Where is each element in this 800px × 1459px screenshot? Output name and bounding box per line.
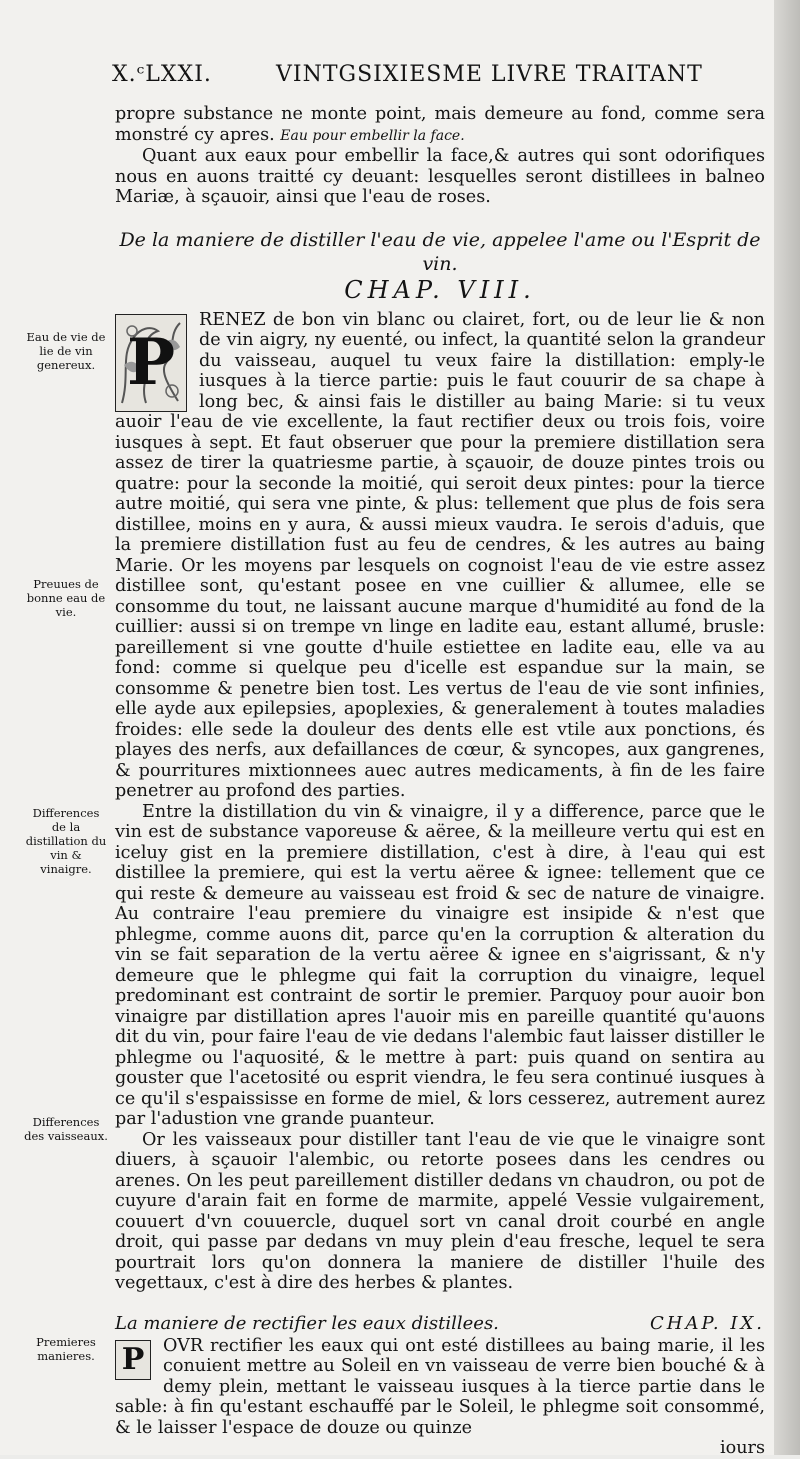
margin-note-eau-de-vie: Eau de vie de lie de vin genereux. [26, 330, 106, 372]
ornamental-initial-small: P [115, 1340, 151, 1380]
text-body [115, 104, 765, 1459]
chapter-9-heading [115, 1312, 765, 1336]
page-gutter [774, 0, 800, 1455]
margin-note-differences-distillation: Differences de la distillation du vin & vinaigre. [25, 806, 107, 876]
chapter-8-paragraph-2: Entre la distillation du vin & vinaigre, il y a difference, parce que le vin est de substance vaporeuse & aëree, & la meilleure vertu qui est en iceluy gist en la premiere distillation, c'est à dire, à l'eau qui est distillee la premiere, qui est la vertu aëree & ignee: tellement que ce qui reste & demeure au vaisseau est froid & sec de nature de vinaigre. Au contraire l'eau premiere du vinaigre est insipide & n'est que phlegme, comme auons dit, parce qu'en la corruption & alteration du vin se fait separation de la vertu aëree & ignee en s'aigrissant, & n'y demeure que le phlegme qui fait la corruption du vinaigre, lequel predominant est contraint de sortir le premier. Parquoy pour auoir bon vinaigre par distillation apres l'auoir mis en pareille quantité qu'auons dit du vin, pour faire l'eau de vie dedans l'alembic faut laisser distiller le phlegme ou l'aquosité, & le mettre à part: puis quand on sentira au gouster que l'acetosité ou esprit viendra, le feu sera continué iusques à ce qu'il s'espaississe en forme de miel, & lors cesserez, autrement aurez par l'adustion vne grande puanteur. [115, 801, 765, 1129]
chapter-8-paragraph-1: P RENEZ de bon vin blanc ou clairet, fort, ou de leur lie & non de vin aigry, ny euenté, ou infect, la quantité selon la grandeur du vaisseau, auquel tu veux faire la distillation: emply-le iusques à la tierce partie: puis le faut couurir de sa chape à long bec, & ainsi fais le distiller au baing Marie: si tu veux auoir l'eau de vie excellente, la faut rectifier deux ou trois fois, voire iusques à sept. Et faut obseruer que pour la premiere distillation sera assez de tirer la quatriesme partie, à sçauoir, de douze pintes trois ou quatre: pour la seconde la moitié, qui seroit deux pintes: pour la tierce autre moitié, qui sera vne pinte, & plus: tellement que plus de fois sera distillee, moins en y aura, & aussi mieux vaudra. Ie serois d'aduis, que la premiere distillation fust au feu de cendres, & les autres au baing Marie. Or les moyens par lesquels on cognoist l'eau de vie estre assez distillee sont, qu'estant posee en vne cuillier & allumee, elle se consomme du tout, ne laissant aucune marque d'humidité au fond de la cuillier: aussi si on trempe vn linge en ladite eau, estant allumé, brusle: pareillement si vne goutte d'huile estiettee en ladite eau, elle va au fond: comme si quelque peu d'icelle est espandue sur la main, se consomme & penetre bien tost. Les vertus de l'eau de vie sont infinies, elle ayde aux epilepsies, apoplexies, & generalement à toutes maladies froides: elle sede la douleur des dents elle est vtile aux ponctions, és playes des nerfs, aux defaillances de cœur, & syncopes, aux gangrenes, & pourritures mixtionnees auec autres medicaments, à fin de les faire penetrer au profond des parties. [115, 309, 765, 801]
margin-note-preuues: Preuues de bonne eau de vie. [26, 577, 106, 619]
margin-note-premieres: Premieres manieres. [36, 1335, 96, 1363]
chapter-9-number: CHAP. IX. [649, 1312, 765, 1334]
paragraph-embellir: Quant aux eaux pour embellir la face,& autres qui sont odorifiques nous en auons traitté cy deuant: lesquelles seront distillees in balneo Mariæ, à sçauoir, ainsi que l'eau de roses. [115, 146, 765, 207]
continuation-text: propre substance ne monte point, mais demeure au fond, comme sera monstré cy apres. Eau pour embellir la face. [115, 104, 765, 145]
inline-note: Eau pour embellir la face. [280, 127, 465, 144]
running-title: VINTGSIXIESME LIVRE TRAITANT [276, 62, 703, 87]
chapter-9-title: La maniere de rectifier les eaux distillees. [115, 1312, 499, 1334]
margin-note-differences-vaisseaux: Differences des vaisseaux. [24, 1115, 108, 1143]
chapter-8-title: De la maniere de distiller l'eau de vie, appelee l'ame ou l'Esprit de vin. [119, 228, 761, 275]
chapter-8-number: CHAP. VIII. [344, 275, 536, 304]
chapter-9-paragraph: P OVR rectifier les eaux qui ont esté distillees au baing marie, il les conuient mettre au Soleil en vn vaisseau de verre bien bouché & à demy plein, mettant le vaisseau iusques à la tierce partie dans le sable: à fin qu'estant eschauffé par le Soleil, le phlegme soit consommé, & le laisser l'espace de douze ou quinze [115, 1335, 765, 1438]
catchword: iours [720, 1438, 765, 1458]
running-header [112, 62, 752, 100]
chapter-8-paragraph-3: Or les vaisseaux pour distiller tant l'eau de vie que le vinaigre sont diuers, à sçauoir l'alembic, ou retorte posees dans les cendres ou arenes. On les peut pareillement distiller dedans vn chaudron, ou pot de cuyure d'arain fait en forme de marmite, appelé Vessie vulgairement, couuert d'vn couuercle, duquel sort vn canal droit courbé en angle droit, qui passe par dedans vn muy plein d'eau fresche, lequel te sera pourtrait lors qu'on donnera la maniere de distiller l'huile des vegettaux, c'est à dire des herbes & plantes. [115, 1129, 765, 1293]
folio-number: X.ᶜLXXI. [112, 62, 212, 87]
ornamental-initial: P [115, 314, 187, 412]
